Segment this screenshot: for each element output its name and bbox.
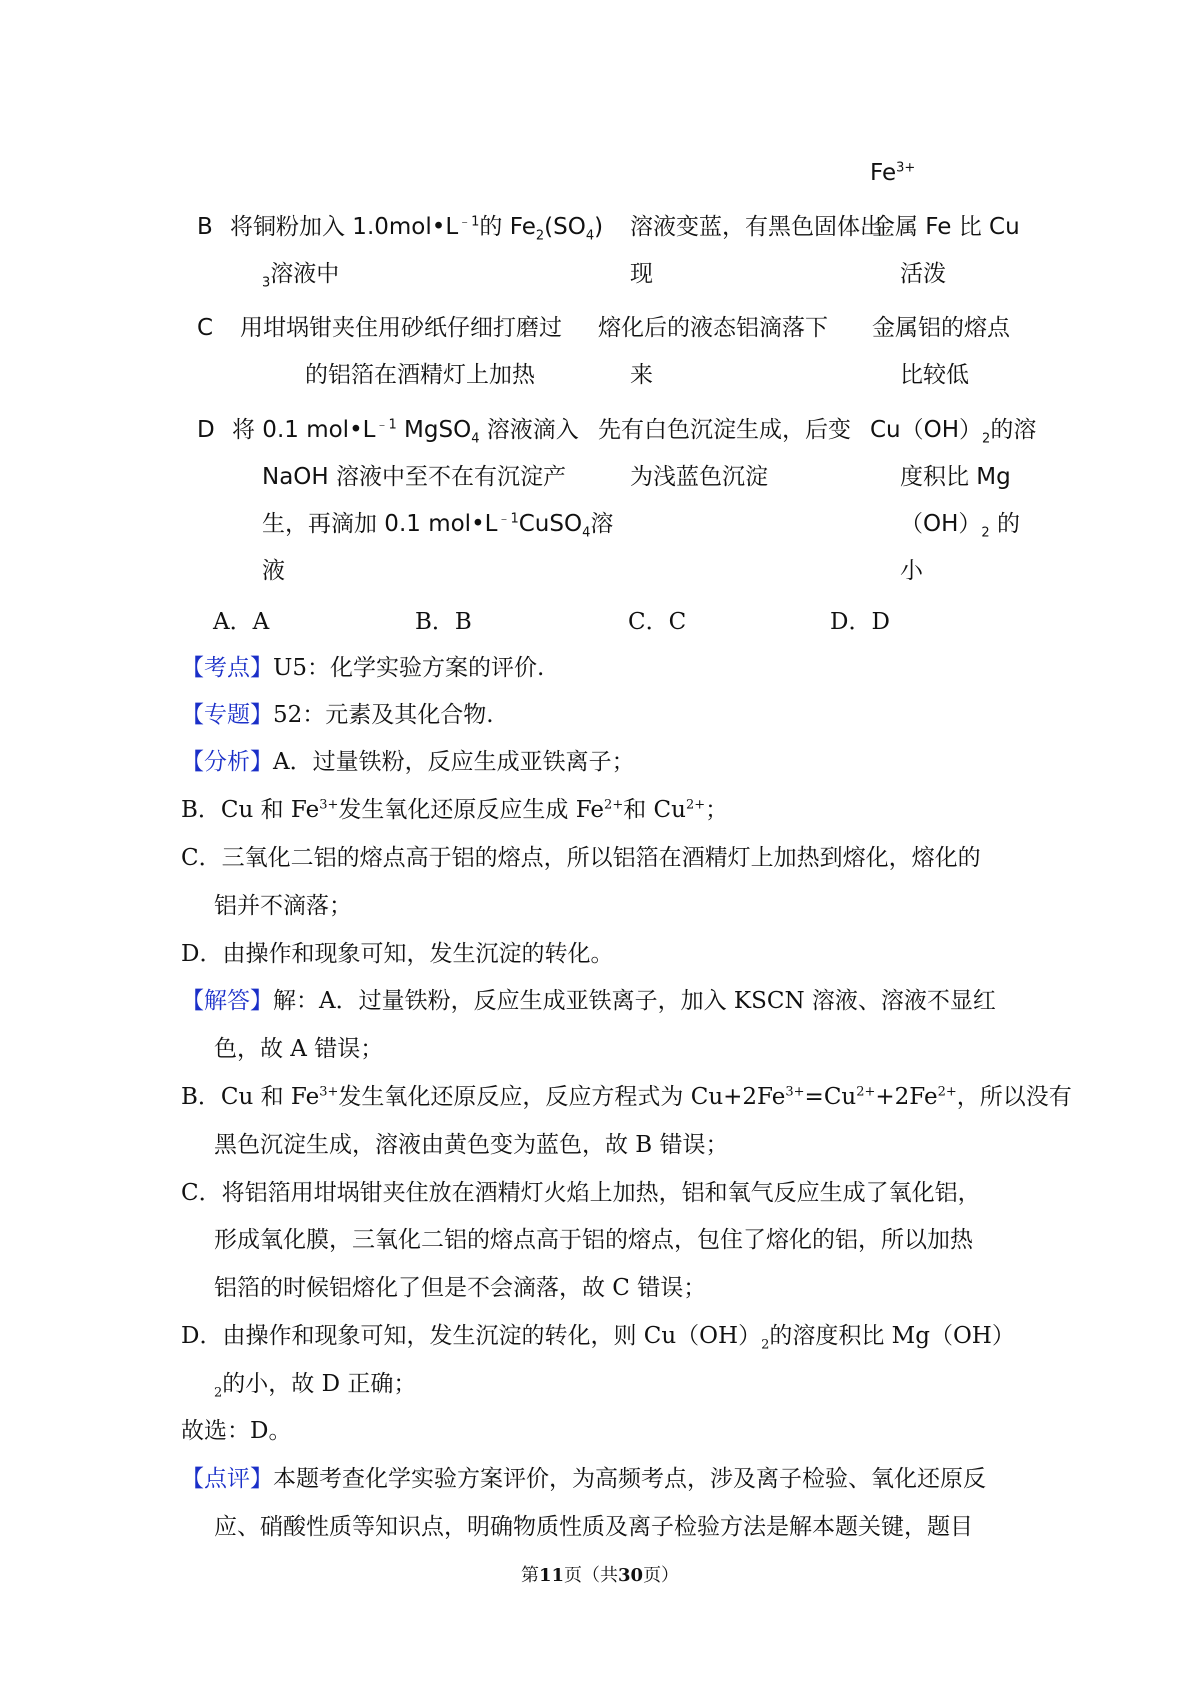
row-d-conclusion-line3: $(OH)_2$ 的 xyxy=(900,511,1020,541)
row-d-conclusion-line4: 小 xyxy=(900,558,923,584)
kaodian-line: 【考点】U5：化学实验方案的评价. xyxy=(181,655,545,681)
row-c-conclusion-line1: 金属铝的熔点 xyxy=(872,315,1010,341)
option-a: A．A xyxy=(213,609,270,635)
jieda-tag: 【解答】 xyxy=(181,988,273,1014)
fenxi-tag: 【分析】 xyxy=(181,749,273,775)
row-b-operation-line2: $_3$溶液中 xyxy=(262,261,340,291)
row-d-phenomenon-line1: 先有白色沉淀生成，后变 xyxy=(598,417,851,443)
zhuanti-tag: 【专题】 xyxy=(181,702,273,728)
dianping-line2: 应、硝酸性质等知识点，明确物质性质及离子检验方法是解本题关键，题目 xyxy=(214,1514,973,1540)
page-total: 30 xyxy=(618,1565,644,1586)
row-c-operation-line1: 用坩埚钳夹住用砂纸仔细打磨过 xyxy=(240,315,562,341)
fenxi-line-b: B．Cu 和 $Fe^{3+}$发生氧化还原反应生成 $Fe^{2+}$和 $Cu^{2+}$； xyxy=(181,797,729,823)
jieda-final: 故选：D。 xyxy=(181,1418,292,1444)
row-b-operation-line1: 将铜粉加入 $1.0mol•L^{﹣1}$的 $Fe_2(SO_4)$ xyxy=(230,214,604,244)
row-b-conclusion-line1: 金属 Fe 比 Cu xyxy=(872,214,1020,240)
jieda-line-b1: B．Cu 和 $Fe^{3+}$发生氧化还原反应，反应方程式为 $Cu+2Fe^{3+}=Cu^{2+}+2Fe^{2+}$，所以没有 xyxy=(181,1084,1072,1110)
row-d-operation-line2: NaOH 溶液中至不在有沉淀产 xyxy=(262,464,567,490)
row-d-letter: D xyxy=(197,417,215,443)
option-d: D．D xyxy=(830,609,890,635)
fenxi-line-c2: 铝并不滴落； xyxy=(214,893,352,919)
jieda-line-d1: D．由操作和现象可知，发生沉淀的转化，则 $Cu(OH)_2$的溶度积比 Mg（OH） xyxy=(181,1323,1015,1353)
row-d-operation-line4: 液 xyxy=(262,558,285,584)
fenxi-line-d: D．由操作和现象可知，发生沉淀的转化。 xyxy=(181,941,614,967)
dianping-tag: 【点评】 xyxy=(181,1466,273,1492)
jieda-line-d2: $_2$的小，故 D 正确； xyxy=(214,1371,417,1401)
row-c-phenomenon-line2: 来 xyxy=(630,362,653,388)
zhuanti-line: 【专题】52：元素及其化合物. xyxy=(181,702,494,728)
jieda-line-a2: 色，故 A 错误； xyxy=(214,1036,384,1062)
page-footer: 第11页（共30页） xyxy=(520,1565,680,1586)
fenxi-line-a: 【分析】A．过量铁粉，反应生成亚铁离子； xyxy=(181,749,635,775)
page-number: 11 xyxy=(538,1565,564,1586)
row-c-phenomenon-line1: 熔化后的液态铝滴落下 xyxy=(598,315,828,341)
jieda-line-c2: 形成氧化膜，三氧化二铝的熔点高于铝的熔点，包住了熔化的铝，所以加热 xyxy=(214,1227,973,1253)
row-b-phenomenon-line2: 现 xyxy=(630,261,653,287)
row-d-conclusion-line2: 度积比 Mg xyxy=(900,464,1011,490)
row-c-letter: C xyxy=(197,315,214,341)
option-b: B．B xyxy=(415,609,472,635)
option-c: C．C xyxy=(628,609,687,635)
row-b-letter: B xyxy=(197,214,213,240)
row-d-conclusion-line1: $Cu(OH)_2$的溶 xyxy=(870,417,1037,447)
row-d-phenomenon-line2: 为浅蓝色沉淀 xyxy=(630,464,768,490)
row-d-operation-line1: 将 0.1 $mol•L^{﹣1}$ MgSO$_4$ 溶液滴入 xyxy=(232,417,579,447)
table-cell-conclusion-prev: $Fe^{3+}$ xyxy=(870,160,916,186)
kaodian-tag: 【考点】 xyxy=(181,655,273,681)
row-c-operation-line2: 的铝箔在酒精灯上加热 xyxy=(305,362,535,388)
jieda-line-c3: 铝箔的时候铝熔化了但是不会滴落，故 C 错误； xyxy=(214,1275,707,1301)
jieda-line-a1: 【解答】解：A．过量铁粉，反应生成亚铁离子，加入 KSCN 溶液、溶液不显红 xyxy=(181,988,996,1014)
row-c-conclusion-line2: 比较低 xyxy=(900,362,969,388)
row-b-phenomenon-line1: 溶液变蓝，有黑色固体出 xyxy=(630,214,883,240)
dianping-line1: 【点评】本题考查化学实验方案评价，为高频考点，涉及离子检验、氧化还原反 xyxy=(181,1466,986,1492)
row-b-conclusion-line2: 活泼 xyxy=(900,261,946,287)
row-d-operation-line3: 生，再滴加 0.1 $mol•L^{﹣1}CuSO_4$溶 xyxy=(262,511,614,541)
jieda-line-c1: C．将铝箔用坩埚钳夹住放在酒精灯火焰上加热，铝和氧气反应生成了氧化铝， xyxy=(181,1180,981,1206)
jieda-line-b2: 黑色沉淀生成，溶液由黄色变为蓝色，故 B 错误； xyxy=(214,1132,729,1158)
fenxi-line-c1: C．三氧化二铝的熔点高于铝的熔点，所以铝箔在酒精灯上加热到熔化，熔化的 xyxy=(181,845,981,871)
